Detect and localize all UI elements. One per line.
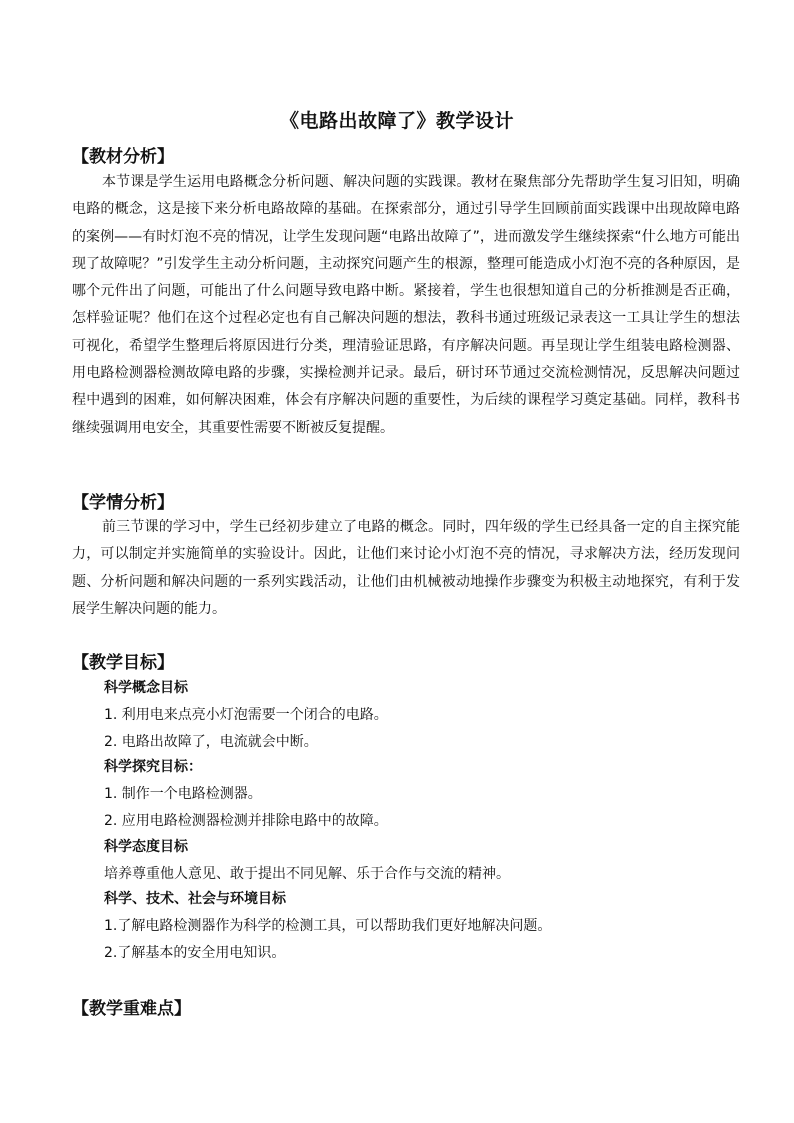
concept-goal-title: 科学概念目标 [104,680,188,696]
stse-goal-title: 科学、技术、社会与环境目标 [104,891,286,907]
concept-goal-item: 2. 电路出故障了，电流就会中断。 [104,734,318,750]
inquiry-goal-item: 2. 应用电路检测器检测并排除电路中的故障。 [104,813,388,829]
stse-goal-item: 1.了解电路检测器作为科学的检测工具，可以帮助我们更好地解决问题。 [104,918,552,934]
student-analysis-heading: 【学情分析】 [72,493,174,513]
concept-goal-item: 1. 利用电来点亮小灯泡需要一个闭合的电路。 [104,707,388,723]
key-difficult-points-heading: 【教学重难点】 [72,999,191,1019]
attitude-goal-item: 培养尊重他人意见、敢于提出不同见解、乐于合作与交流的精神。 [104,866,510,882]
stse-goal-item: 2.了解基本的安全用电知识。 [104,945,286,961]
student-analysis-paragraph: 前三节课的学习中，学生已经初步建立了电路的概念。同时，四年级的学生已经具备一定的自主探究能力，可以制定并实施简单的实验设计。因此，让他们来讨论小灯泡不亮的情况，寻求解决方法，经历发现问题、分析问题和解决问题的一系列实践活动，让他们由机械被动地操作步骤变为积极主动地探究，有利于发展学生解决问题的能力。 [72,519,740,617]
teaching-goals-heading: 【教学目标】 [72,653,174,673]
inquiry-goal-title: 科学探究目标： [104,759,202,775]
document-title: 《电路出故障了》教学设计 [279,110,514,132]
attitude-goal-title: 科学态度目标 [104,839,188,855]
textbook-analysis-heading: 【教材分析】 [72,147,174,167]
textbook-analysis-paragraph: 本节课是学生运用电路概念分析问题、解决问题的实践课。教材在聚焦部分先帮助学生复习旧知，明确电路的概念，这是接下来分析电路故障的基础。在探索部分，通过引导学生回顾前面实践课中出现故障电路的案例——有时灯泡不亮的情况，让学生发现问题“电路出故障了”，进而激发学生继续探索“什么地方可能出现了故障呢？”引发学生主动分析问题，主动探究问题产生的根源，整理可能造成小灯泡不亮的各种原因，是哪个元件出了问题，可能出了什么问题导致电路中断。紧接着，学生也很想知道自己的分析推测是否正确，怎样验证呢？他们在这个过程必定也有自己解决问题的想法，教科书通过班级记录表这一工具让学生的想法可视化，希望学生整理后将原因进行分类，理清验证思路，有序解决问题。再呈现让学生组装电路检测器、用电路检测器检测故障电路的步骤，实操检测并记录。最后，研讨环节通过交流检测情况，反思解决问题过程中遇到的困难，如何解决困难，体会有序解决问题的重要性，为后续的课程学习奠定基础。同样，教科书继续强调用电安全，其重要性需要不断被反复提醒。 [72,174,740,436]
inquiry-goal-item: 1. 制作一个电路检测器。 [104,786,262,802]
